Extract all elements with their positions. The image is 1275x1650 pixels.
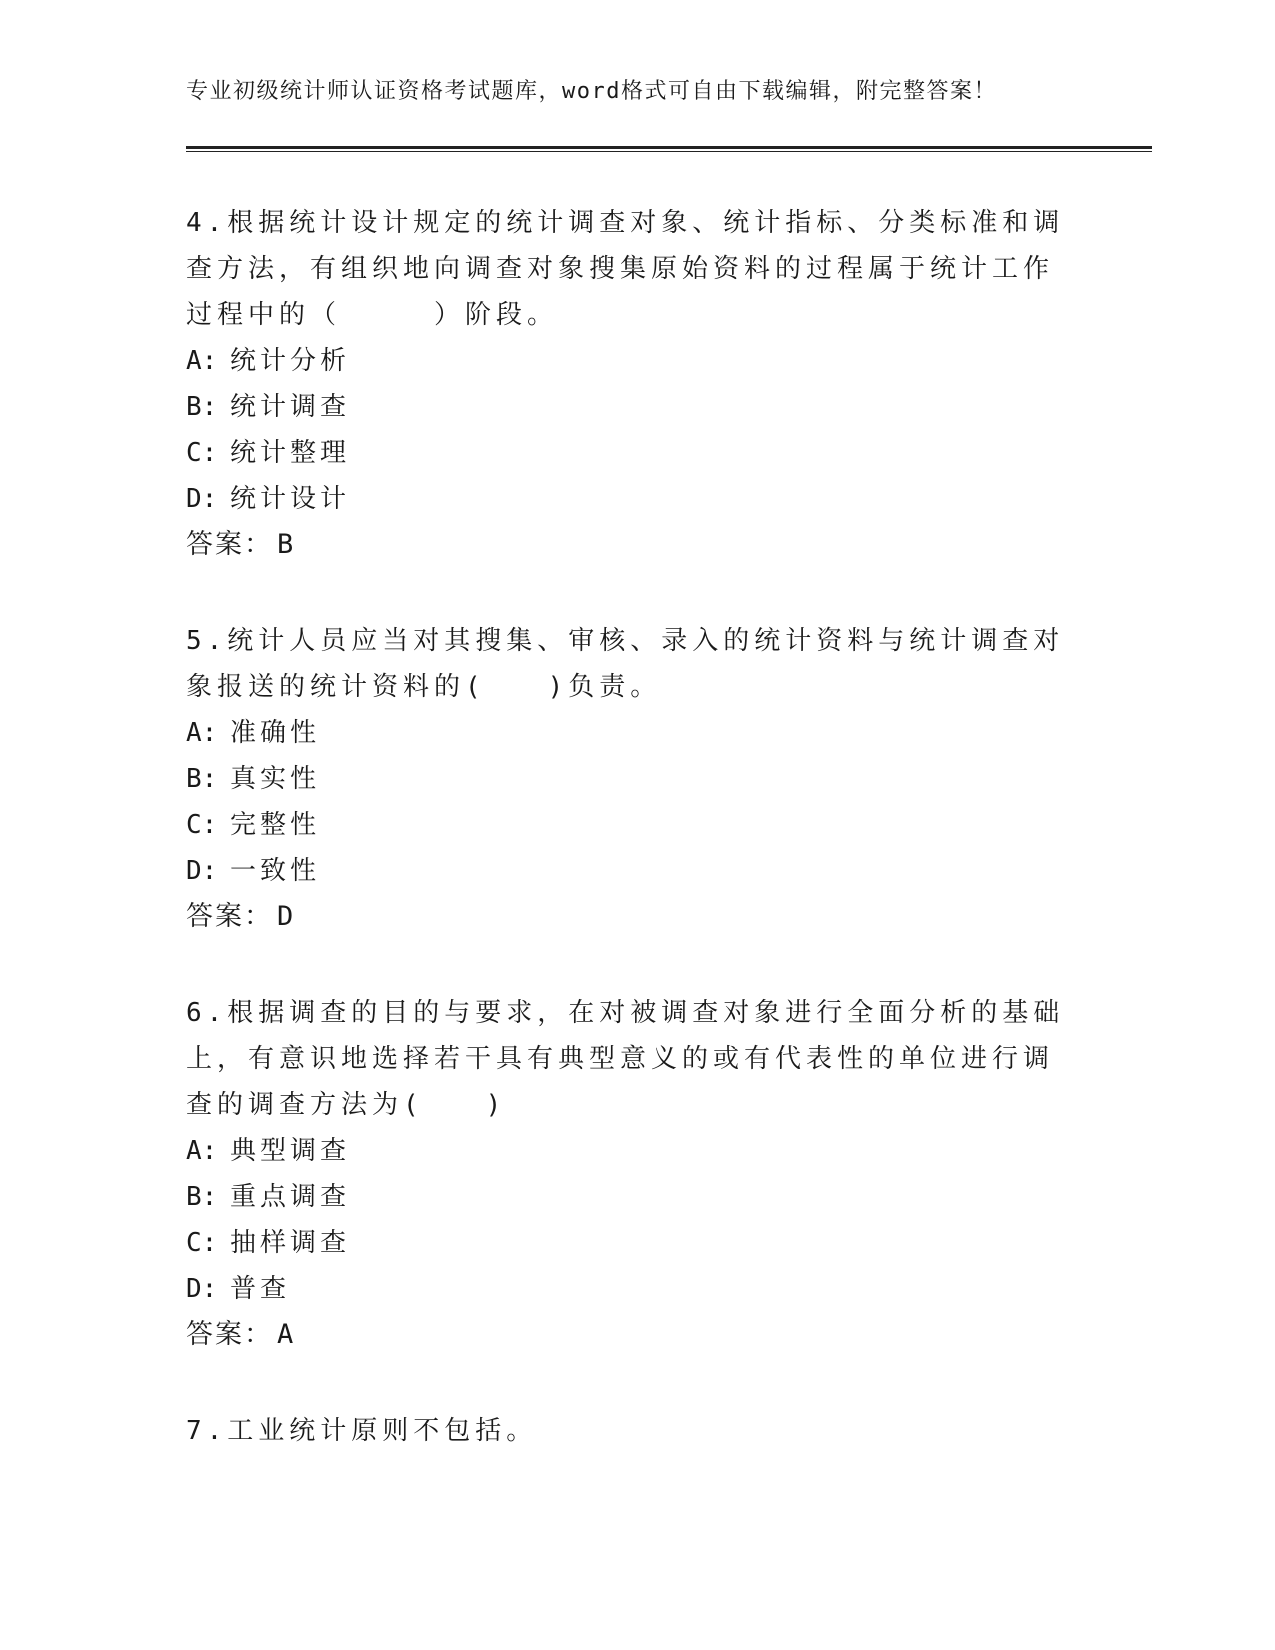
option-b [186, 1174, 1066, 1220]
option-letter: C: [186, 810, 218, 840]
option-letter: B: [186, 1182, 218, 1212]
option-text: 典型调查 [230, 1136, 351, 1166]
option-a [186, 338, 1066, 384]
header-rule-thin [186, 151, 1152, 152]
option-text: 一致性 [230, 856, 321, 886]
option-letter: A: [186, 718, 218, 748]
option-a [186, 1128, 1066, 1174]
option-text: 抽样调查 [230, 1228, 351, 1258]
option-letter: C: [186, 438, 218, 468]
option-letter: B: [186, 764, 218, 794]
answer [186, 522, 1066, 568]
option-letter: B: [186, 392, 218, 422]
answer-value: A [277, 1319, 294, 1350]
option-text: 普查 [230, 1274, 291, 1304]
option-text: 统计调查 [230, 392, 351, 422]
question-7 [186, 1408, 1066, 1454]
option-d [186, 848, 1066, 894]
option-c [186, 802, 1066, 848]
answer-label: 答案： [186, 1319, 273, 1350]
option-text: 统计分析 [230, 346, 351, 376]
option-letter: C: [186, 1228, 218, 1258]
option-text: 统计整理 [230, 438, 351, 468]
answer-label: 答案： [186, 901, 273, 932]
question-stem: 7.工业统计原则不包括。 [186, 1416, 538, 1446]
answer-label: 答案： [186, 529, 273, 560]
header-rule-thick [186, 146, 1152, 149]
option-d [186, 476, 1066, 522]
answer [186, 894, 1066, 940]
option-d [186, 1266, 1066, 1312]
option-text: 完整性 [230, 810, 321, 840]
option-text: 真实性 [230, 764, 321, 794]
option-c [186, 1220, 1066, 1266]
question-4 [186, 200, 1066, 568]
option-letter: A: [186, 346, 218, 376]
question-stem: 6.根据调查的目的与要求，在对被调查对象进行全面分析的基础上，有意识地选择若干具有典型意义的或有代表性的单位进行调查的调查方法为( ) [186, 998, 1065, 1120]
document-header: 专业初级统计师认证资格考试题库，word格式可自由下载编辑，附完整答案！ [186, 79, 997, 104]
option-b [186, 384, 1066, 430]
option-text: 准确性 [230, 718, 321, 748]
question-stem: 4.根据统计设计规定的统计调查对象、统计指标、分类标准和调查方法，有组织地向调查对象搜集原始资料的过程属于统计工作过程中的（ ）阶段。 [186, 208, 1065, 330]
option-letter: A: [186, 1136, 218, 1166]
option-text: 重点调查 [230, 1182, 351, 1212]
answer-value: D [277, 901, 294, 932]
answer [186, 1312, 1066, 1358]
question-stem: 5.统计人员应当对其搜集、审核、录入的统计资料与统计调查对象报送的统计资料的( )负责。 [186, 626, 1065, 702]
question-list [186, 200, 1066, 1504]
option-b [186, 756, 1066, 802]
option-letter: D: [186, 484, 218, 514]
question-6 [186, 990, 1066, 1358]
option-letter: D: [186, 856, 218, 886]
option-c [186, 430, 1066, 476]
option-letter: D: [186, 1274, 218, 1304]
question-5 [186, 618, 1066, 940]
answer-value: B [277, 529, 294, 560]
option-text: 统计设计 [230, 484, 351, 514]
option-a [186, 710, 1066, 756]
